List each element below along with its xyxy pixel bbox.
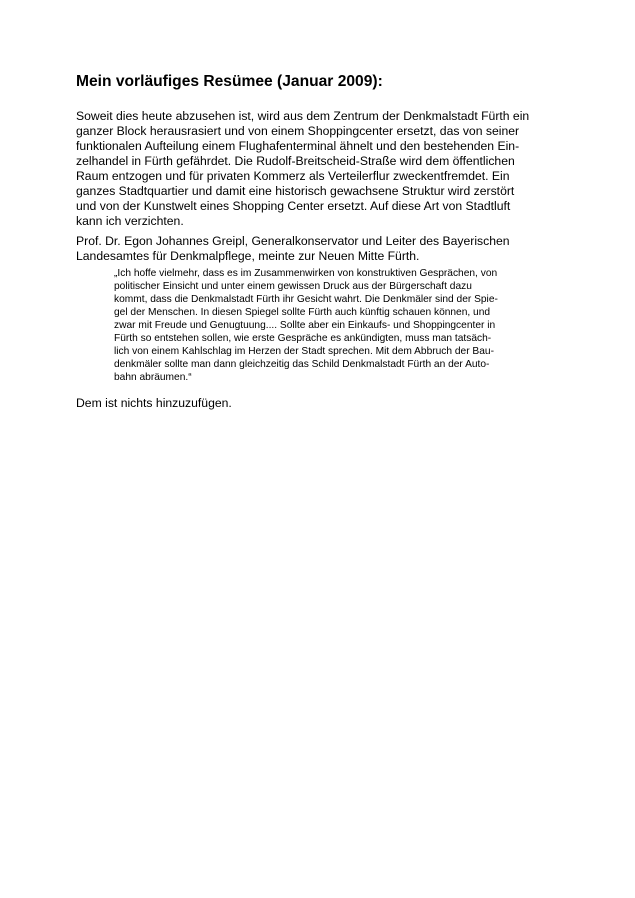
text-line: kann ich verzichten. [76, 214, 184, 228]
text-line: Landesamtes für Denkmalpflege, meinte zur Neuen Mitte Fürth. [76, 249, 420, 263]
text-line: funktionalen Aufteilung einem Flughafenterminal ähnelt und den bestehenden Ein- [76, 139, 520, 153]
text-line: ganzes Stadtquartier und damit eine historisch gewachsene Struktur wird zerstört [76, 184, 515, 198]
text-line: ganzer Block herausrasiert und von einem Shoppingcenter ersetzt, das von seiner [76, 124, 520, 138]
paragraph-attribution [76, 234, 510, 264]
text-line: zelhandel in Fürth gefährdet. Die Rudolf-Breitscheid-Straße wird dem öffentlichen [76, 154, 515, 168]
text-line: Raum entzogen und für privaten Kommerz als Verteilerflur zweckentfremdet. Ein [76, 169, 510, 183]
quote-line: bahn abräumen.“ [114, 372, 192, 383]
quote-line: Fürth so entstehen sollen, wie erste Gespräche es ankündigten, muss man tatsäch- [114, 333, 492, 344]
text-line: Soweit dies heute abzusehen ist, wird aus dem Zentrum der Denkmalstadt Fürth ein [76, 109, 530, 123]
quote-line: gel der Menschen. In diesen Spiegel sollte Fürth auch künftig schauen können, und [114, 307, 491, 318]
quote-line: lich von einem Kahlschlag im Herzen der Stadt sprechen. Mit dem Abbruch der Bau- [114, 346, 494, 357]
quote-line: politischer Einsicht und unter einem gewissen Druck aus der Bürgerschaft dazu [114, 281, 472, 292]
text-line: Prof. Dr. Egon Johannes Greipl, Generalkonservator und Leiter des Bayerischen [76, 234, 510, 248]
block-quote [114, 267, 498, 384]
quote-line: kommt, dass die Denkmalstadt Fürth ihr Gesicht wahrt. Die Denkmäler sind der Spie- [114, 294, 498, 305]
closing-sentence: Dem ist nichts hinzuzufügen. [76, 396, 232, 410]
quote-line: „Ich hoffe vielmehr, dass es im Zusammenwirken von konstruktiven Gesprächen, von [114, 268, 498, 279]
paragraph-summary [76, 109, 529, 229]
document-heading: Mein vorläufiges Resümee (Januar 2009): [76, 73, 383, 90]
quote-line: zwar mit Freude und Genugtuung.... Sollte aber ein Einkaufs- und Shoppingcenter in [114, 320, 496, 331]
quote-line: denkmäler sollte man dann gleichzeitig das Schild Denkmalstadt Fürth an der Auto- [114, 359, 490, 370]
text-line: und von der Kunstwelt eines Shopping Center ersetzt. Auf diese Art von Stadtluft [76, 199, 511, 213]
